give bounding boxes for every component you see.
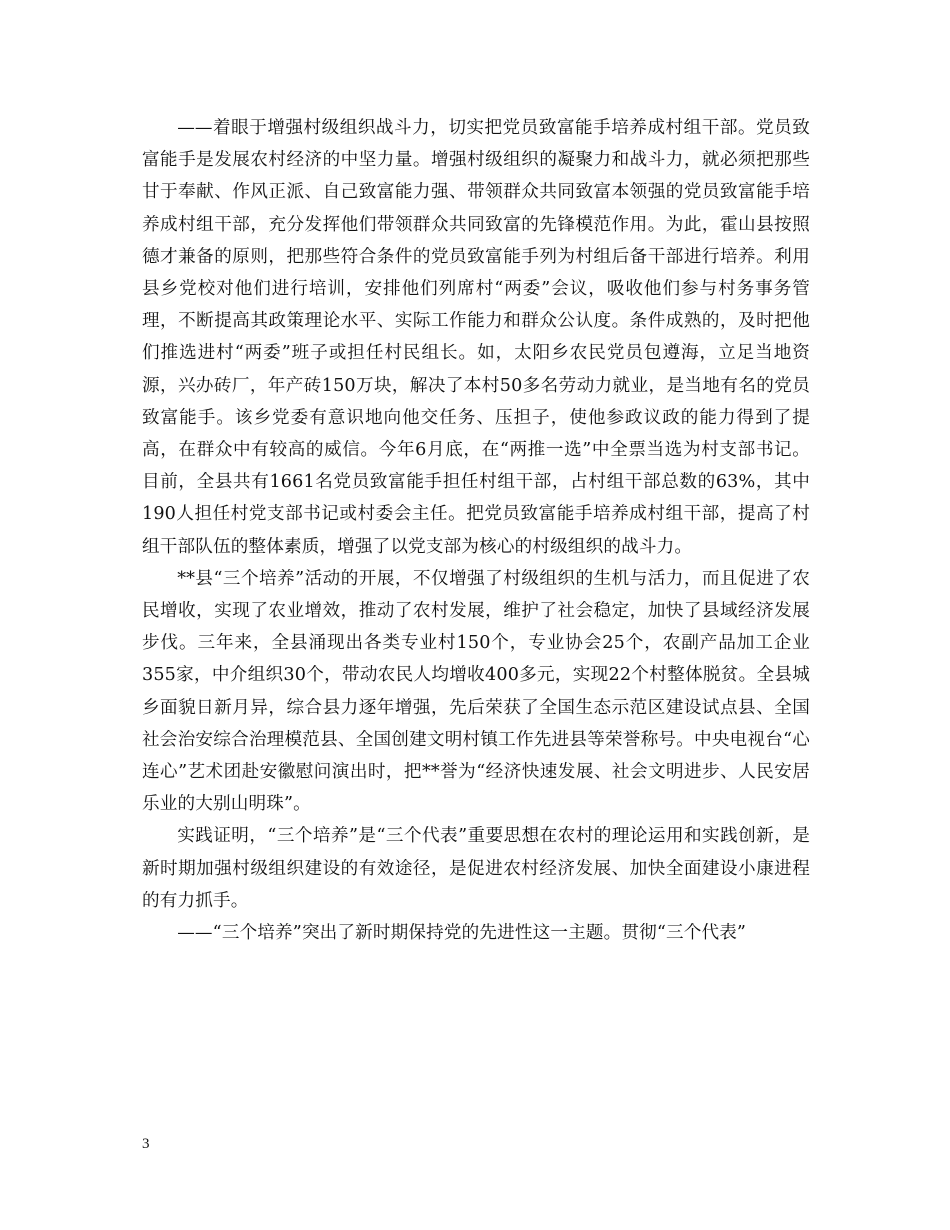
- paragraph-3: 实践证明，“三个培养”是“三个代表”重要思想在农村的理论运用和实践创新，是新时期加强村级组织建设的有效途径，是促进农村经济发展、加快全面建设小康进程的有力抓手。: [142, 826, 810, 911]
- document-body: [142, 112, 810, 949]
- paragraph-1: ——着眼于增强村级组织战斗力，切实把党员致富能手培养成村组干部。党员致富能手是发展农村经济的中坚力量。增强村级组织的凝聚力和战斗力，就必须把那些甘于奉献、作风正派、自己致富能力强、带领群众共同致富本领强的党员致富能手培养成村组干部，充分发挥他们带领群众共同致富的先锋模范作用。为此，霍山县按照德才兼备的原则，把那些符合条件的党员致富能手列为村组后备干部进行培养。利用县乡党校对他们进行培训，安排他们列席村“两委”会议，吸收他们参与村务事务管理，不断提高其政策理论水平、实际工作能力和群众公认度。条件成熟的，及时把他们推选进村“两委”班子或担任村民组长。如，太阳乡农民党员包遵海，立足当地资源，兴办砖厂，年产砖150万块，解决了本村50多名劳动力就业，是当地有名的党员致富能手。该乡党委有意识地向他交任务、压担子，使他参政议政的能力得到了提高，在群众中有较高的威信。今年6月底，在“两推一选”中全票当选为村支部书记。目前，全县共有1661名党员致富能手担任村组干部，占村组干部总数的63%，其中190人担任村党支部书记或村委会主任。把党员致富能手培养成村组干部，提高了村组干部队伍的整体素质，增强了以党支部为核心的村级组织的战斗力。: [142, 118, 810, 557]
- paragraph-2: **县“三个培养”活动的开展，不仅增强了村级组织的生机与活力，而且促进了农民增收，实现了农业增效，推动了农村发展，维护了社会稳定，加快了县域经济发展步伐。三年来，全县涌现出各类专业村150个，专业协会25个，农副产品加工企业355家，中介组织30个，带动农民人均增收400多元，实现22个村整体脱贫。全县城乡面貌日新月异，综合县力逐年增强，先后荣获了全国生态示范区建设试点县、全国社会治安综合治理模范县、全国创建文明村镇工作先进县等荣誉称号。中央电视台“心连心”艺术团赴安徽慰问演出时，把**誉为“经济快速发展、社会文明进步、人民安居乐业的大别山明珠”。: [142, 568, 810, 815]
- page-number: 3: [142, 1136, 150, 1152]
- paragraph-4: ——“三个培养”突出了新时期保持党的先进性这一主题。贯彻“三个代表”: [177, 923, 747, 944]
